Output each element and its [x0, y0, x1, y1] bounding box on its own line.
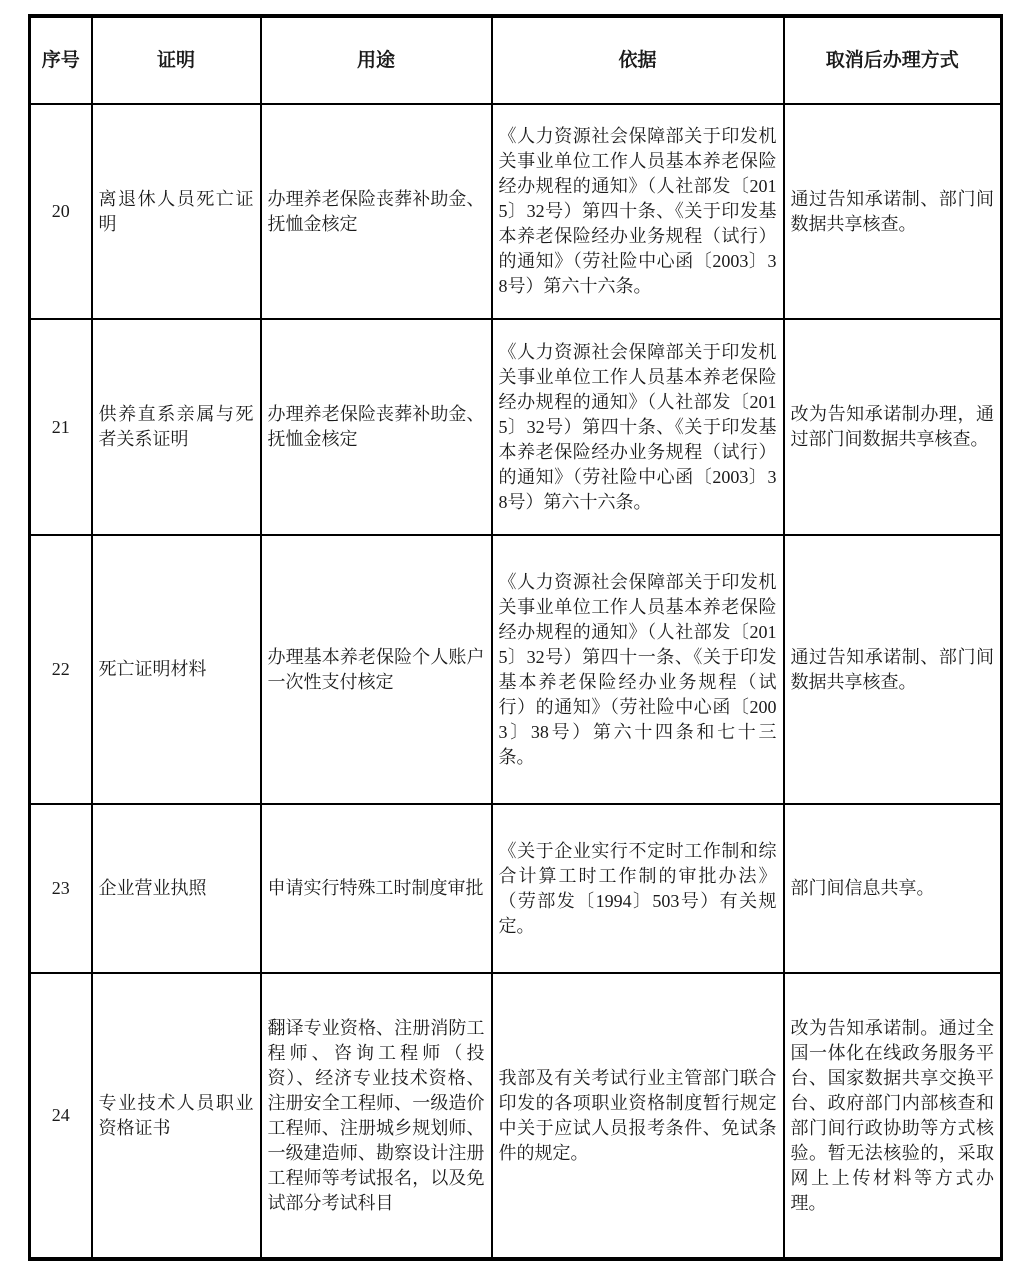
header-serial-number: 序号 — [30, 16, 92, 104]
header-method-after-cancellation: 取消后办理方式 — [784, 16, 1002, 104]
table-row — [30, 535, 1002, 804]
certificate-cell: 企业营业执照 — [92, 804, 261, 973]
purpose-cell: 翻译专业资格、注册消防工程师、咨询工程师（投资）、经济专业技术资格、注册安全工程师、一级造价工程师、注册城乡规划师、一级建造师、勘察设计注册工程师等考试报名，以及免试部分考试科目 — [261, 973, 492, 1259]
certificate-cell: 专业技术人员职业资格证书 — [92, 973, 261, 1259]
serial-number-cell: 21 — [30, 319, 92, 535]
purpose-cell: 办理养老保险丧葬补助金、抚恤金核定 — [261, 319, 492, 535]
purpose-cell: 办理养老保险丧葬补助金、抚恤金核定 — [261, 104, 492, 319]
header-basis: 依据 — [492, 16, 784, 104]
serial-number-cell: 23 — [30, 804, 92, 973]
certificate-cell: 离退休人员死亡证明 — [92, 104, 261, 319]
table-row — [30, 804, 1002, 973]
table-row — [30, 319, 1002, 535]
header-certificate: 证明 — [92, 16, 261, 104]
method-cell: 改为告知承诺制。通过全国一体化在线政务服务平台、国家数据共享交换平台、政府部门内部核查和部门间行政协助等方式核验。暂无法核验的，采取网上上传材料等方式办理。 — [784, 973, 1002, 1259]
serial-number-cell: 20 — [30, 104, 92, 319]
basis-cell: 我部及有关考试行业主管部门联合印发的各项职业资格制度暂行规定中关于应试人员报考条件、免试条件的规定。 — [492, 973, 784, 1259]
method-cell: 通过告知承诺制、部门间数据共享核查。 — [784, 535, 1002, 804]
method-cell: 部门间信息共享。 — [784, 804, 1002, 973]
basis-cell: 《关于企业实行不定时工作制和综合计算工时工作制的审批办法》（劳部发〔1994〕503号）有关规定。 — [492, 804, 784, 973]
basis-cell: 《人力资源社会保障部关于印发机关事业单位工作人员基本养老保险经办规程的通知》（人社部发〔2015〕32号）第四十一条、《关于印发基本养老保险经办业务规程（试行）的通知》（劳社险中心函〔2003〕38号）第六十四条和七十三条。 — [492, 535, 784, 804]
serial-number-cell: 24 — [30, 973, 92, 1259]
basis-cell: 《人力资源社会保障部关于印发机关事业单位工作人员基本养老保险经办规程的通知》（人社部发〔2015〕32号）第四十条、《关于印发基本养老保险经办业务规程（试行）的通知》（劳社险中心函〔2003〕38号）第六十六条。 — [492, 104, 784, 319]
header-purpose: 用途 — [261, 16, 492, 104]
purpose-cell: 办理基本养老保险个人账户一次性支付核定 — [261, 535, 492, 804]
purpose-cell: 申请实行特殊工时制度审批 — [261, 804, 492, 973]
serial-number-cell: 22 — [30, 535, 92, 804]
cancelled-certificates-table — [28, 14, 1003, 1261]
certificate-cell: 死亡证明材料 — [92, 535, 261, 804]
method-cell: 通过告知承诺制、部门间数据共享核查。 — [784, 104, 1002, 319]
table-row — [30, 104, 1002, 319]
certificate-cell: 供养直系亲属与死者关系证明 — [92, 319, 261, 535]
table-row — [30, 973, 1002, 1259]
method-cell: 改为告知承诺制办理，通过部门间数据共享核查。 — [784, 319, 1002, 535]
table-header-row — [30, 16, 1002, 104]
basis-cell: 《人力资源社会保障部关于印发机关事业单位工作人员基本养老保险经办规程的通知》（人社部发〔2015〕32号）第四十条、《关于印发基本养老保险经办业务规程（试行）的通知》（劳社险中心函〔2003〕38号）第六十六条。 — [492, 319, 784, 535]
